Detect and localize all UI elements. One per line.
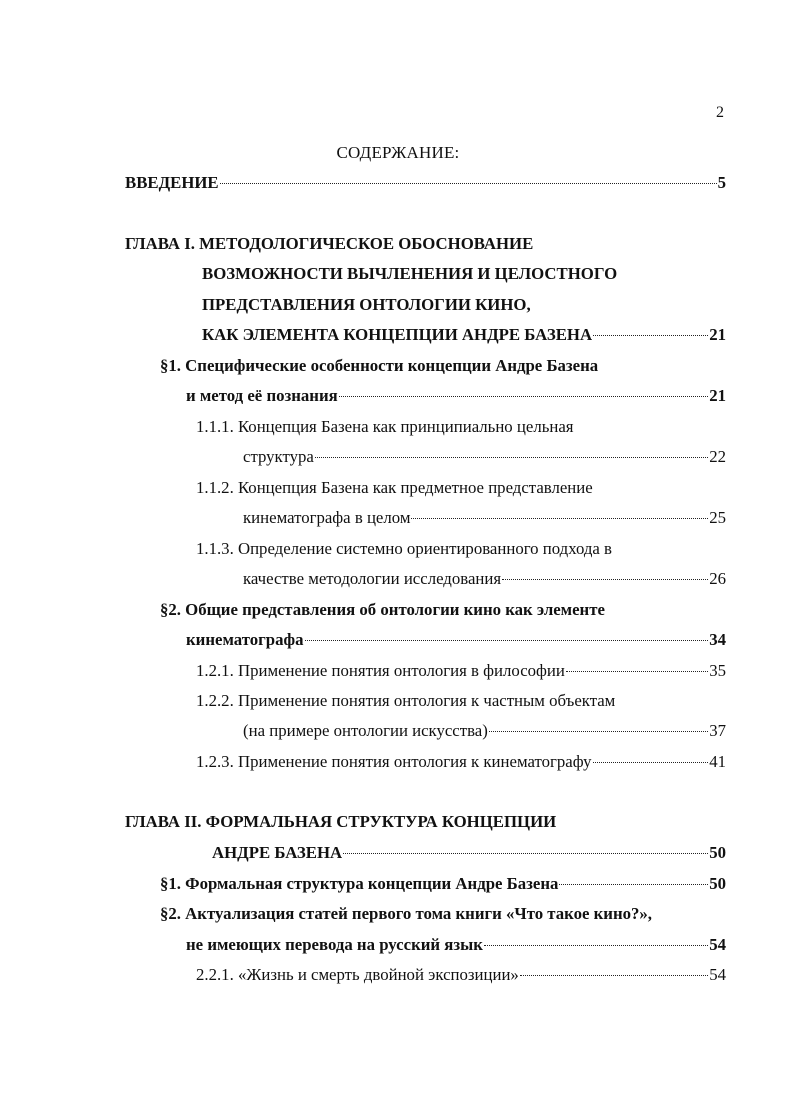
entry-page: 54: [709, 935, 726, 954]
entry-text: 2.2.1. «Жизнь и смерть двойной экспозиции»: [196, 965, 519, 984]
dot-leader: [411, 518, 708, 519]
dot-leader: [315, 457, 708, 458]
sub-1-2-2-line1: 1.2.2. Применение понятия онтология к частным объектам: [196, 691, 616, 710]
entry-page: 37: [709, 721, 726, 740]
chapter1-title-line3: ПРЕДСТАВЛЕНИЯ ОНТОЛОГИИ КИНО,: [202, 295, 531, 314]
toc-entry-ch2-section2[interactable]: [186, 934, 726, 956]
sub-1-1-1-line1: 1.1.1. Концепция Базена как принципиально цельная: [196, 417, 574, 436]
entry-page: 22: [709, 447, 726, 466]
dot-leader: [559, 884, 708, 885]
dot-leader: [220, 183, 717, 184]
toc-entry-1-1-2[interactable]: [243, 507, 726, 529]
ch2-section2-line1: §2. Актуализация статей первого тома книги «Что такое кино?»,: [160, 904, 652, 923]
toc-entry-chapter2[interactable]: [212, 842, 726, 864]
chapter1-title-line1: ГЛАВА I. МЕТОДОЛОГИЧЕСКОЕ ОБОСНОВАНИЕ: [125, 234, 534, 253]
dot-leader: [484, 945, 708, 946]
dot-leader: [489, 731, 708, 732]
toc-entry-2-2-1[interactable]: [196, 964, 726, 986]
toc-entry-1-2-2[interactable]: [243, 720, 726, 742]
entry-text: (на примере онтологии искусства): [243, 721, 488, 740]
toc-entry-introduction[interactable]: [125, 172, 726, 194]
entry-text: кинематографа в целом: [243, 508, 411, 527]
entry-page: 35: [709, 661, 726, 680]
entry-text: АНДРЕ БАЗЕНА: [212, 843, 343, 862]
toc-entry-1-1-3[interactable]: [243, 568, 726, 590]
dot-leader: [593, 762, 709, 763]
entry-text: 1.2.3. Применение понятия онтология к кинематографу: [196, 752, 592, 771]
entry-text: КАК ЭЛЕМЕНТА КОНЦЕПЦИИ АНДРЕ БАЗЕНА: [202, 325, 593, 344]
entry-text: кинематографа: [186, 630, 304, 649]
toc-entry-chapter1[interactable]: [202, 324, 726, 346]
page-number: 2: [716, 104, 724, 121]
entry-page: 25: [709, 508, 726, 527]
entry-page: 50: [709, 874, 726, 893]
entry-page: 54: [709, 965, 726, 984]
dot-leader: [339, 396, 708, 397]
ch1-section2-line1: §2. Общие представления об онтологии кино как элементе: [160, 600, 605, 619]
toc-entry-ch2-section1[interactable]: [160, 873, 726, 895]
toc-entry-1-1-1[interactable]: [243, 446, 726, 468]
dot-leader: [520, 975, 708, 976]
dot-leader: [305, 640, 709, 641]
entry-text: качестве методологии исследования: [243, 569, 502, 588]
ch1-section1-line1: §1. Специфические особенности концепции Андре Базена: [160, 356, 599, 375]
toc-title: СОДЕРЖАНИЕ:: [336, 143, 460, 162]
toc-entry-ch1-section2[interactable]: [186, 629, 726, 651]
dot-leader: [502, 579, 708, 580]
entry-text: §1. Формальная структура концепции Андре Базена: [160, 874, 559, 893]
dot-leader: [566, 671, 708, 672]
entry-page: 21: [709, 325, 726, 344]
entry-text: не имеющих перевода на русский язык: [186, 935, 483, 954]
dot-leader: [593, 335, 708, 336]
entry-text: и метод её познания: [186, 386, 338, 405]
sub-1-1-2-line1: 1.1.2. Концепция Базена как предметное представление: [196, 478, 593, 497]
entry-page: 34: [709, 630, 726, 649]
toc-entry-1-2-3[interactable]: [196, 751, 726, 773]
sub-1-1-3-line1: 1.1.3. Определение системно ориентированного подхода в: [196, 539, 612, 558]
entry-text: 1.2.1. Применение понятия онтология в философии: [196, 661, 565, 680]
toc-entry-1-2-1[interactable]: [196, 660, 726, 682]
dot-leader: [343, 853, 708, 854]
toc-entry-ch1-section1[interactable]: [186, 385, 726, 407]
entry-page: 26: [709, 569, 726, 588]
entry-page: 5: [717, 173, 726, 192]
entry-page: 41: [709, 752, 726, 771]
entry-text: ВВЕДЕНИЕ: [125, 173, 219, 192]
chapter1-title-line2: ВОЗМОЖНОСТИ ВЫЧЛЕНЕНИЯ И ЦЕЛОСТНОГО: [202, 264, 618, 283]
chapter2-title-line1: ГЛАВА II. ФОРМАЛЬНАЯ СТРУКТУРА КОНЦЕПЦИИ: [125, 812, 557, 831]
entry-text: структура: [243, 447, 314, 466]
entry-page: 50: [709, 843, 726, 862]
entry-page: 21: [709, 386, 726, 405]
